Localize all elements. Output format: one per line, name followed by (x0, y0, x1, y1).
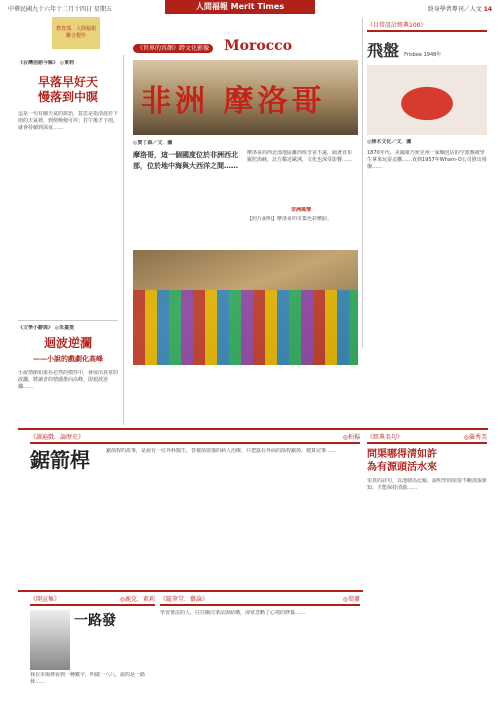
ad-line-2: 聯合製作 (65, 33, 86, 39)
feature-body: 摩洛哥的西北部地區離西班牙並不遠，隔著直布羅陀海峽，北方鄰近歐洲，文化也深受影響…… (247, 150, 353, 163)
market-photo (133, 250, 358, 365)
mid-section (30, 432, 360, 582)
mid-body: 鋸箭桿的故事，是說有一位外科醫生，替被箭射傷的病人治療，只把露在外面的箭桿鋸掉，便算完事…… (106, 448, 337, 454)
left1-title: 早落早好天 慢落到中暝 (37, 75, 98, 104)
artwork-image (30, 610, 70, 670)
bot2-head: 《隨筆堂．藝論》 ◎葉蕭 (160, 594, 360, 606)
right-column (367, 20, 487, 350)
classic-body: 朱熹的詩句，以池塘為比喻，說明學問需要不斷汲取新知，才能保持清澈…… (367, 478, 487, 491)
frisbee-image (367, 65, 487, 135)
feature-subhead: 非洲風情 (290, 207, 311, 213)
rcol-body: 1870年代，美國康乃狄克州一家麵包店的空派盤被學生拿來玩耍丟擲……直到1957年Wham-O公司推出飛盤…… (367, 150, 487, 170)
left-column-2 (18, 325, 118, 425)
page-number: 14 (483, 6, 492, 13)
section-line (428, 4, 492, 13)
bot2-section (160, 594, 360, 694)
feature-header (133, 35, 358, 57)
bot1-section (30, 594, 155, 694)
divider (18, 320, 118, 321)
classic-title: 問渠哪得清如許 為有源頭活水來 (367, 449, 437, 473)
section-name: 終身學習專刊／人文 (427, 6, 482, 13)
feature-section: 《世界的容顏》跨文化影像 (133, 44, 213, 53)
feature-subtitle: Morocco (224, 38, 293, 54)
divider (362, 18, 363, 348)
divider (18, 590, 363, 592)
date-line: 中華民國九十六年十二月十四日 星期五 (8, 6, 112, 13)
feature-text (133, 140, 358, 248)
feature-title: 非洲 摩洛哥 (141, 84, 326, 119)
rcol-title: 飛盤 (367, 41, 400, 60)
left-column-1 (18, 60, 118, 325)
left1-head: 《台灣俗語今解》 ◎東莉 (18, 60, 75, 66)
newspaper-logo: 人間福報 Merit Times (165, 0, 315, 14)
left2-title: 迴波逆瀾 ——小說的戲劇化高峰 (33, 336, 103, 363)
ad-box (52, 17, 100, 49)
bot1-title: 一路發 (74, 613, 116, 629)
left2-head: 《文學小辭典》 ◎朱嘉雯 (18, 325, 75, 331)
left1-body: 這是一句有關天氣的諺語，意思是指清晨若下雨的天氣裡，到傍晚便可停；若午後才下雨，就會持續到深夜…… (18, 111, 118, 131)
rcol-head: 《目常設計經典100》 (367, 20, 487, 32)
classic-head: 《經典名句》 ◎羅秀美 (367, 432, 487, 444)
bot1-head: 《開宣集》 ◎鹿克．素莉 (30, 594, 155, 606)
mid-title: 鋸箭桿 (30, 448, 90, 472)
bot2-body: 學習書法的人，往往關注筆法與結構，卻常忽略了心境的修養…… (160, 610, 306, 616)
feature-author: ◎賈丁森／文．圖 (133, 140, 173, 146)
classic-section (367, 432, 487, 582)
rcol-sub: Frisbee 1948年 (404, 52, 442, 58)
bot1-body: 我在市場裡看到一種數字，叫做一六八，說的是一路發…… (30, 672, 146, 685)
feature-lead: 摩洛哥，這一個國度位於非洲西北部，位於地中海與大西洋之間…… (133, 151, 238, 170)
feature-body-wrap (247, 150, 355, 245)
divider (18, 428, 488, 430)
mid-head: 《讀遍戲．論歷史》 ◎柏楊 (30, 432, 360, 444)
feature-caption: 【照片說明】摩洛哥的市集色彩繽紛。 (247, 216, 333, 222)
left2-body: 小說情節如果在必然的慣性中，會展出異常的波瀾，將讀者的情感推向高峰，即迴波逆瀾…… (18, 370, 118, 390)
ad-line-1: 教育部．人間福報 (55, 26, 96, 32)
rcol-author: ◎蔣木文化／文．圖 (367, 139, 412, 145)
feature-photo (133, 60, 358, 135)
divider (123, 55, 124, 425)
